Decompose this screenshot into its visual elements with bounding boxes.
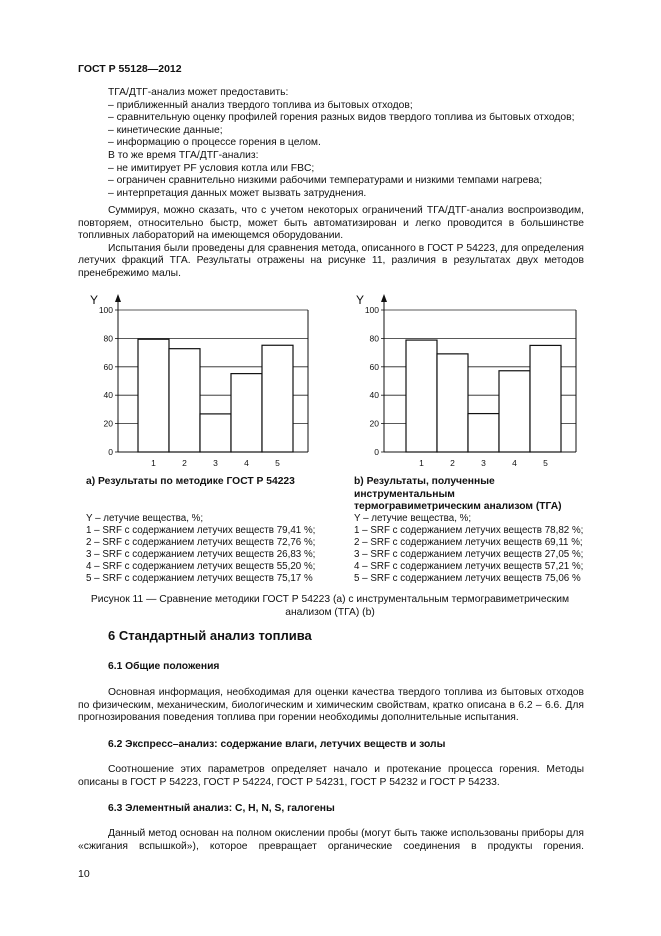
legend-line: 3 – SRF с содержанием летучих веществ 27,05 %;: [354, 548, 584, 560]
chart-b-category-label: 4: [512, 458, 517, 468]
chart-b-caption-line: термогравиметрическим анализом (ТГА): [354, 501, 562, 513]
section-6-2-text: [78, 764, 584, 789]
intro-line: ТГА/ДТГ-анализ может предоставить:: [108, 87, 289, 98]
legend-line: 4 – SRF с содержанием летучих веществ 57,21 %;: [354, 560, 584, 572]
chart-b-y-axis-label: Y: [356, 293, 365, 307]
chart-b-caption-line: инструментальным: [354, 488, 455, 500]
chart-a-category-label: 3: [213, 458, 218, 468]
chart-b-category-label: 5: [543, 458, 548, 468]
legend-line: 1 – SRF с содержанием летучих веществ 78,82 %;: [354, 524, 584, 536]
chart-a: [82, 288, 312, 473]
chart-a-category-label: 5: [275, 458, 280, 468]
chart-b-category-label: 2: [450, 458, 455, 468]
chart-b: [350, 288, 590, 473]
legend-line: 5 – SRF с содержанием летучих веществ 75,17 %: [86, 572, 313, 584]
section-6-2-title: 6.2 Экспресс–анализ: содержание влаги, летучих веществ и золы: [108, 739, 446, 750]
intro-line: – информацию о процессе горения в целом.: [108, 137, 321, 149]
legend-line: 4 – SRF с содержанием летучих веществ 55,20 %;: [86, 560, 316, 572]
chart-a-ytick-label: 100: [98, 305, 113, 315]
chart-a-category-label: 1: [151, 458, 156, 468]
page-number: 10: [78, 868, 90, 880]
chart-b-category-label: 3: [481, 458, 486, 468]
chart-b-ytick-label: 0: [374, 447, 379, 457]
intro-line: – не имитирует PF условия котла или FBC;: [108, 162, 315, 174]
chart-a-y-axis-arrow: [115, 294, 121, 302]
chart-a-bar-5: [262, 345, 293, 452]
intro-line: – сравнительную оценку профилей горения разных видов твердого топлива из бытовых отходов;: [108, 112, 575, 124]
legend-line: 1 – SRF с содержанием летучих веществ 79,41 %;: [86, 524, 316, 536]
chart-a-ytick-label: 0: [108, 447, 113, 457]
chart-a-ytick-label: 80: [103, 333, 113, 344]
chart-b-bar-1: [406, 340, 437, 452]
section-6-2-paragraph: Соотношение этих параметров определяет начало и протекание процесса горения. Методы описаны в ГОСТ Р 54223, ГОСТ Р 54224, ГОСТ Р 54231, ГОСТ Р 54232 и ГОСТ Р 54233.: [78, 764, 584, 788]
chart-b-ytick-label: 40: [369, 390, 379, 401]
section-6-3-text: [78, 828, 584, 853]
chart-b-ytick-label: 60: [369, 361, 379, 372]
intro-list: [108, 87, 584, 200]
legend-line: Y – летучие вещества, %;: [86, 513, 204, 524]
chart-a-category-label: 2: [182, 458, 187, 468]
chart-a-bar-1: [138, 339, 169, 452]
legend-line: 3 – SRF с содержанием летучих веществ 26,83 %;: [86, 548, 316, 560]
section-6-title: 6 Стандартный анализ топлива: [108, 628, 312, 643]
chart-b-bar-4: [499, 371, 530, 452]
section-6-3-paragraph: Данный метод основан на полном окислении пробы (могут быть также использованы приборы для «сжигания вспышкой»), которое превращает органические соединения в продукты горения.: [78, 828, 584, 852]
chart-a-svg: [82, 288, 312, 473]
section-6-3-title: 6.3 Элементный анализ: C, H, N, S, галогены: [108, 803, 335, 814]
chart-a-ytick-label: 40: [103, 390, 113, 401]
legend-line: 2 – SRF с содержанием летучих веществ 72,76 %;: [86, 536, 316, 548]
chart-b-svg: [350, 288, 590, 473]
chart-b-caption-line: b) Результаты, полученные: [354, 476, 495, 487]
document-header: ГОСТ Р 55128—2012: [78, 63, 182, 75]
chart-b-legend: [354, 513, 583, 584]
intro-line: В то же время ТГА/ДТГ-анализ:: [108, 149, 259, 161]
chart-b-category-label: 1: [419, 458, 424, 468]
chart-a-bar-3: [200, 414, 231, 452]
figure-caption: Рисунок 11 — Сравнение методики ГОСТ Р 54223 (а) с инструментальным термогравиметрическим анализом (ТГА) (b): [90, 594, 570, 618]
intro-line: – интерпретация данных может вызвать затруднения.: [108, 187, 367, 199]
legend-line: 2 – SRF с содержанием летучих веществ 69,11 %;: [354, 536, 583, 548]
chart-a-caption: a) Результаты по методике ГОСТ Р 54223: [86, 476, 295, 487]
intro-line: – ограничен сравнительно низкими рабочими температурами и низкими темпами нагрева;: [108, 175, 543, 187]
chart-b-ytick-label: 80: [369, 333, 379, 344]
chart-a-bar-2: [169, 349, 200, 452]
chart-a-legend: [86, 513, 315, 584]
tests-paragraph: Испытания были проведены для сравнения метода, описанного в ГОСТ Р 54223, для определения летучих фракций ТГА. Результаты отражены на рисунке 11, различия в результатах двух методов пренебрежимо малы.: [78, 242, 584, 279]
chart-b-bar-2: [437, 354, 468, 452]
section-6-1-paragraph: Основная информация, необходимая для оценки качества твердого топлива из бытовых отходов по физическим, механическим, биологическим и химическим свойствам, кратко описана в 6.2 – 6.6. Для прогнозирования поведения топлива при горении необходимы дополнительные испытания.: [78, 687, 584, 724]
chart-a-ytick-label: 60: [103, 361, 113, 372]
chart-b-ytick-label: 100: [364, 305, 379, 315]
chart-b-ytick-label: 20: [369, 418, 379, 429]
chart-b-y-axis-arrow: [381, 294, 387, 302]
summary-block: [78, 205, 584, 281]
summary-paragraph: Суммируя, можно сказать, что с учетом некоторых ограничений ТГА/ДТГ-анализ воспроизводим, повторяем, относительно быстр, может быть автоматизирован и легко проводится в большинстве топливных лабораторий на имеющемся оборудовании.: [78, 205, 584, 242]
section-6-1-title: 6.1 Общие положения: [108, 661, 220, 672]
legend-line: Y – летучие вещества, %;: [354, 513, 472, 524]
chart-b-bar-5: [530, 345, 561, 452]
chart-b-bar-3: [468, 414, 499, 452]
chart-a-category-label: 4: [244, 458, 249, 468]
chart-a-ytick-label: 20: [103, 418, 113, 429]
intro-line: – приближенный анализ твердого топлива из бытовых отходов;: [108, 99, 413, 111]
section-6-1-text: [78, 687, 584, 725]
intro-line: – кинетические данные;: [108, 124, 223, 136]
chart-a-bar-4: [231, 374, 262, 452]
chart-b-caption: [354, 476, 562, 514]
chart-a-y-axis-label: Y: [90, 293, 99, 307]
legend-line: 5 – SRF с содержанием летучих веществ 75,06 %: [354, 572, 581, 584]
